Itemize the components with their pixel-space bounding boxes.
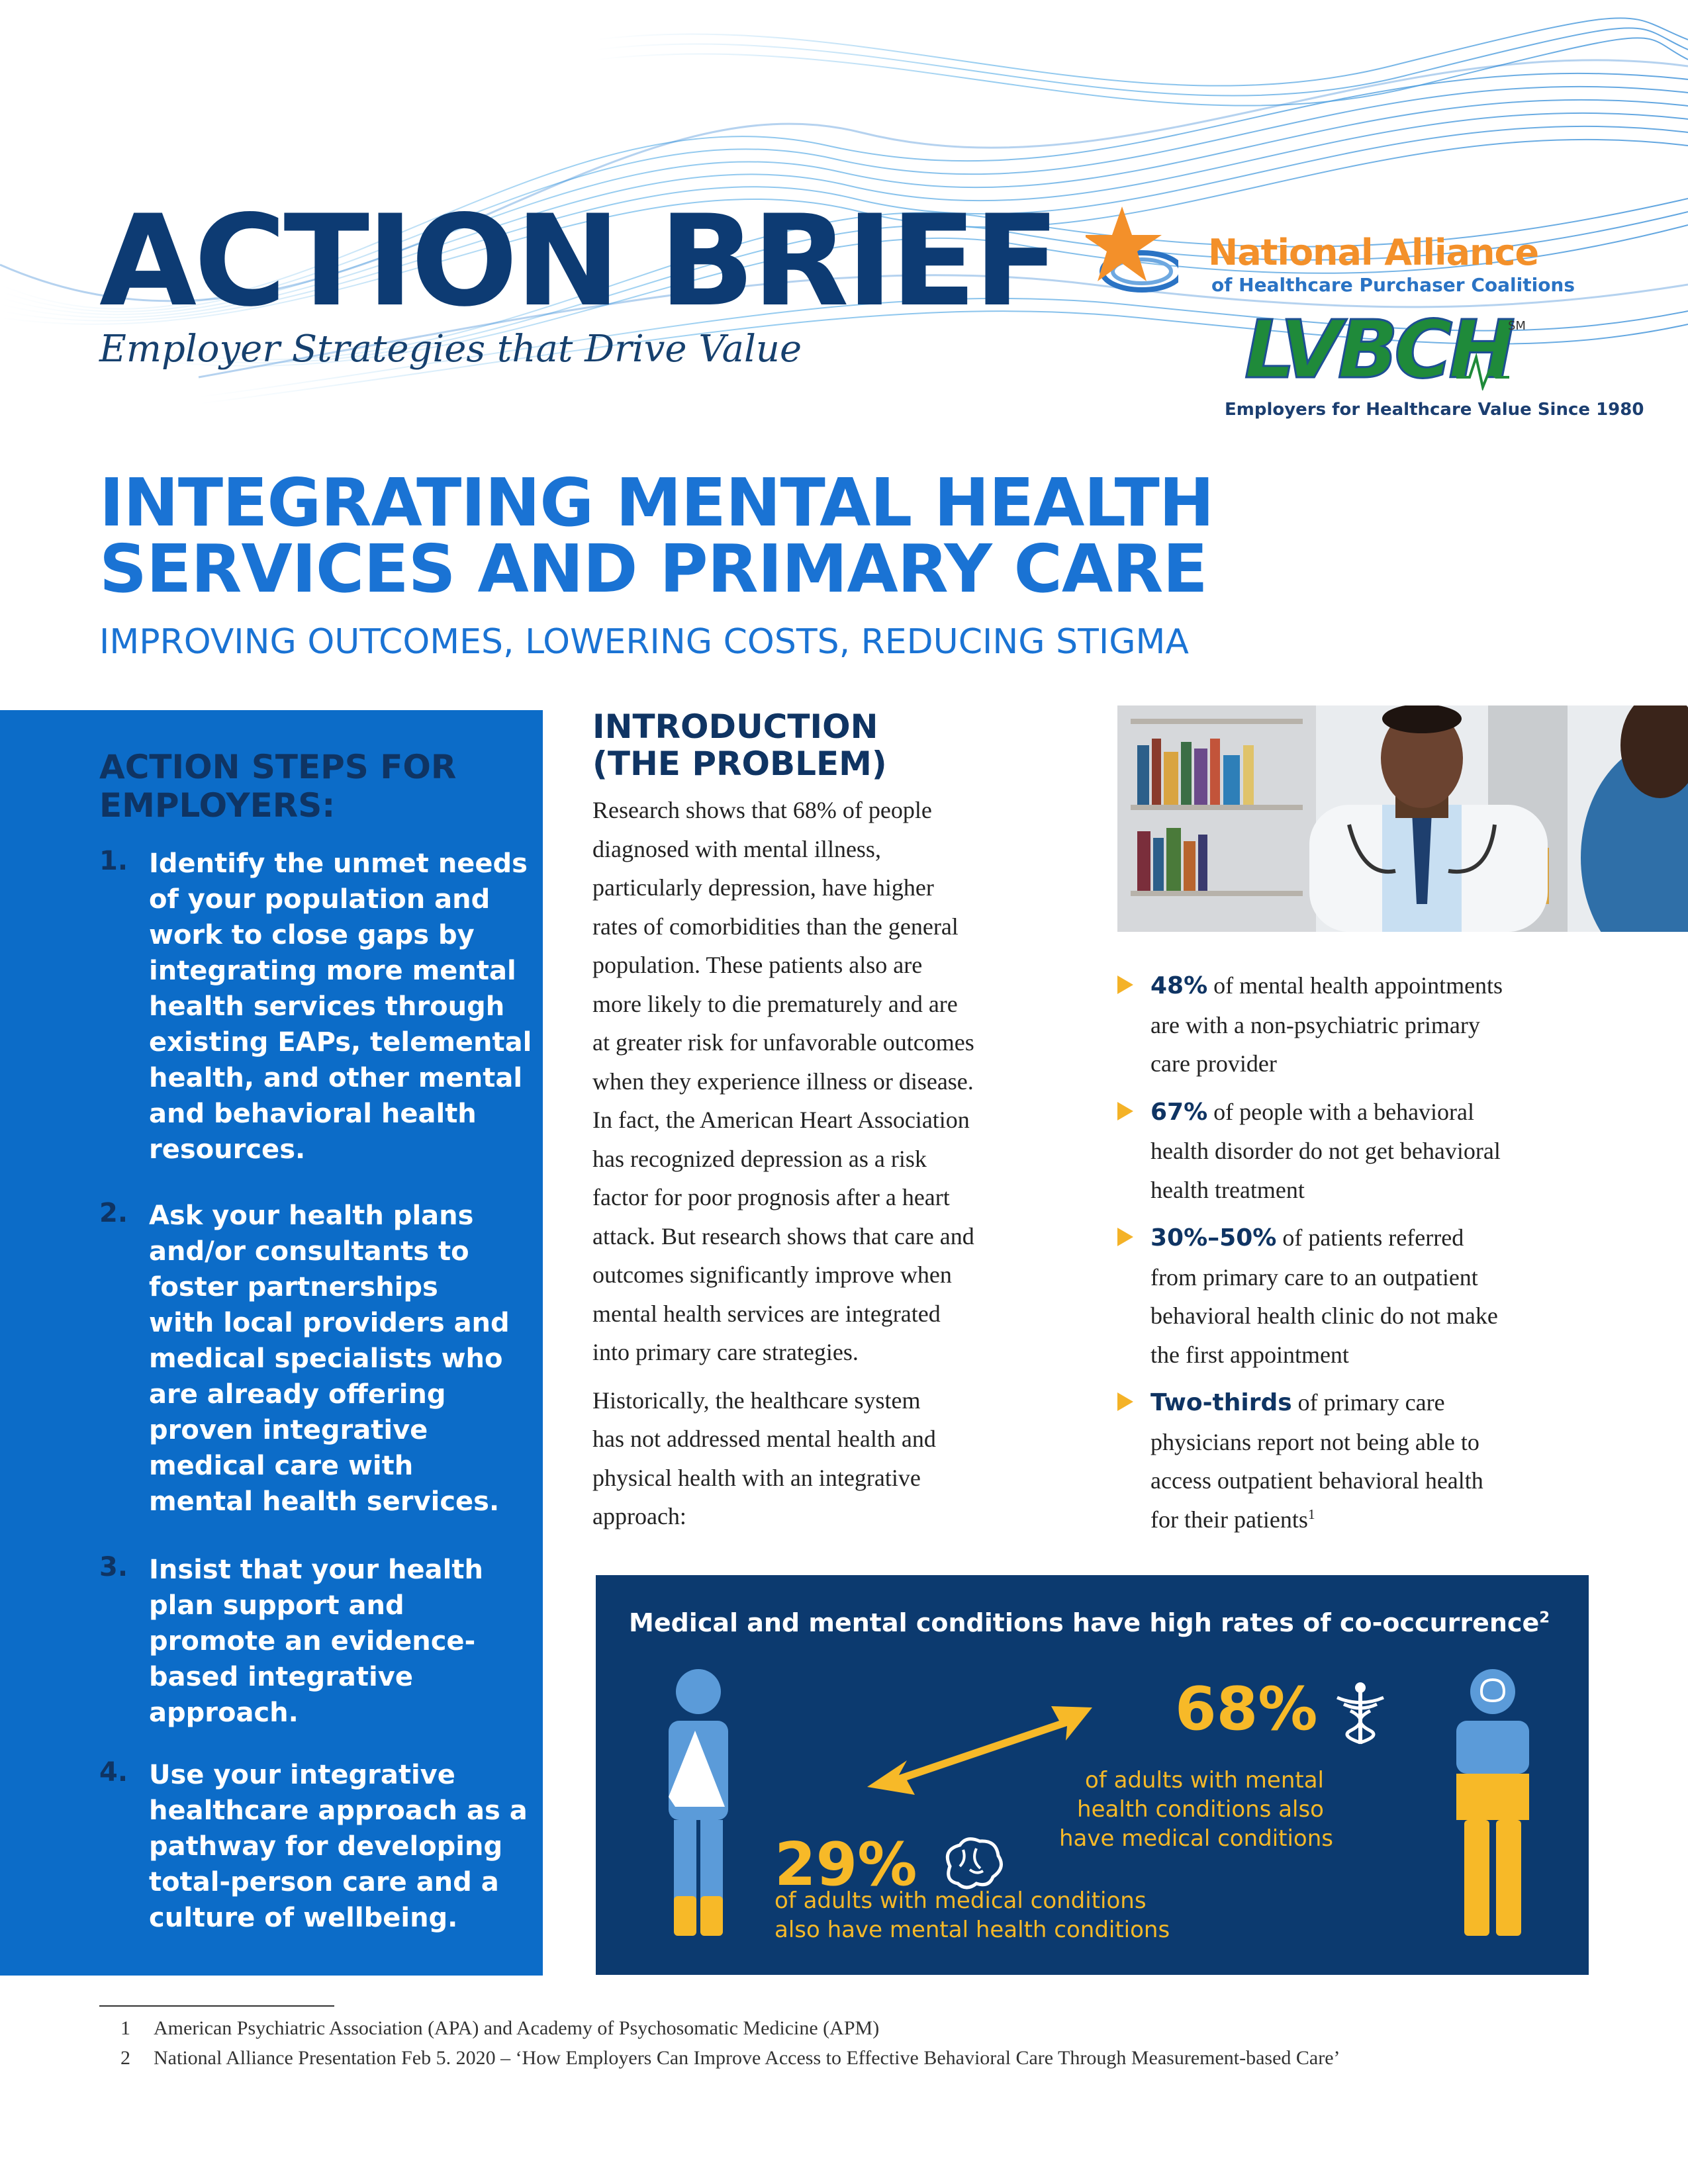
stat-bullets-list [1117, 966, 1581, 1548]
action-step-text-line: mental health services. [149, 1486, 500, 1517]
introduction-paragraph-1-line: rates of comorbidities than the general [592, 913, 959, 940]
bullet-arrow-icon [1117, 1102, 1133, 1120]
introduction-paragraph-2-line: physical health with an integrative [592, 1464, 921, 1491]
action-step-text-line: Identify the unmet needs [149, 848, 528, 879]
stat-highlight: Two-thirds [1150, 1389, 1292, 1416]
action-step-text-line: health services through [149, 991, 505, 1022]
introduction-paragraph-1-line: into primary care strategies. [592, 1339, 859, 1365]
bullet-arrow-icon [1117, 976, 1133, 994]
introduction-paragraph-1-line: In fact, the American Heart Association [592, 1107, 970, 1133]
action-step-text-line: health, and other mental [149, 1063, 523, 1093]
introduction-paragraph-2-line: Historically, the healthcare system [592, 1387, 921, 1414]
action-step-text-line: foster partnerships [149, 1272, 438, 1302]
action-step-text [149, 846, 533, 1167]
bullet-arrow-icon [1117, 1228, 1133, 1246]
action-step-number: 1. [99, 846, 128, 876]
stat-bullet-line: access outpatient behavioral health [1150, 1467, 1483, 1494]
action-step-text-line: approach. [149, 1698, 299, 1728]
stat-bullet-line: the first appointment [1150, 1341, 1349, 1368]
action-steps-heading-line-2: EMPLOYERS: [99, 786, 336, 825]
doctor-photo [1117, 705, 1688, 932]
action-step-text-line: plan support and [149, 1590, 404, 1621]
stat-bullet [1117, 1383, 1581, 1539]
stat-highlight: 67% [1150, 1098, 1208, 1126]
stat-bullet [1117, 966, 1581, 1083]
action-step-text-line: existing EAPs, telemental [149, 1027, 532, 1058]
action-steps-heading [99, 748, 456, 825]
introduction-paragraph-2-line: approach: [592, 1503, 686, 1529]
headline-line-1: INTEGRATING MENTAL HEALTH [99, 464, 1214, 541]
national-alliance-star-icon [1086, 205, 1178, 298]
stat-29-description [774, 1886, 1170, 1944]
stat-68-description-line: health conditions also [1077, 1796, 1324, 1823]
action-step-text-line: Insist that your health [149, 1555, 483, 1585]
stat-29-description-line: also have mental health conditions [774, 1917, 1170, 1943]
headline-subhead: IMPROVING OUTCOMES, LOWERING COSTS, REDUCING STIGMA [99, 622, 1189, 662]
action-step-text [149, 1198, 533, 1520]
action-step-text-line: total-person care and a [149, 1867, 499, 1897]
introduction-paragraph-1-line: Research shows that 68% of people [592, 797, 932, 823]
action-step-text-line: and behavioral health [149, 1099, 477, 1129]
infographic-title-text: Medical and mental conditions have high rates of co-occurrence [629, 1608, 1540, 1637]
lvbch-tagline: Employers for Healthcare Value Since 1980 [1225, 400, 1644, 420]
action-step-number: 4. [99, 1757, 128, 1788]
bullet-arrow-icon [1117, 1392, 1133, 1411]
national-alliance-logo-subtitle: of Healthcare Purchaser Coalitions [1211, 274, 1575, 296]
introduction-paragraph-1-line: at greater risk for unfavorable outcomes [592, 1029, 974, 1056]
co-occurrence-infographic [596, 1575, 1589, 1975]
stat-29-description-line: of adults with medical conditions [774, 1888, 1147, 1914]
stat-bullet-line: from primary care to an outpatient [1150, 1263, 1478, 1291]
stat-bullet-line: health disorder do not get behavioral [1150, 1138, 1501, 1164]
introduction-paragraph-1-line: factor for poor prognosis after a heart [592, 1184, 950, 1210]
action-step-text [149, 1552, 533, 1731]
person-with-brain-icon [1450, 1668, 1536, 1939]
infographic-title-footnote-ref: 2 [1539, 1609, 1550, 1627]
action-step-text-line: proven integrative [149, 1415, 428, 1445]
introduction-paragraph-2-line: has not addressed mental health and [592, 1426, 936, 1452]
headline [99, 464, 1214, 608]
action-steps-heading-line-1: ACTION STEPS FOR [99, 748, 457, 786]
action-step-text-line: Ask your health plans [149, 1201, 474, 1231]
stat-bullet [1117, 1093, 1581, 1210]
stat-bullet-line: behavioral health clinic do not make [1150, 1302, 1498, 1329]
brief-subtitle: Employer Strategies that Drive Value [99, 328, 802, 371]
introduction-heading-line-1: INTRODUCTION [592, 707, 878, 746]
brain-icon [940, 1837, 1003, 1893]
introduction-paragraph-1-line: population. These patients also are [592, 952, 923, 978]
introduction-paragraph-1-line: outcomes significantly improve when [592, 1261, 952, 1288]
introduction-paragraph-1-line: more likely to die prematurely and are [592, 990, 958, 1017]
stat-68-description [1059, 1766, 1333, 1853]
stat-bullet-line: are with a non-psychiatric primary [1150, 1011, 1480, 1038]
introduction-paragraph-1-line: diagnosed with mental illness, [592, 835, 881, 862]
double-arrow-icon [867, 1694, 1092, 1800]
action-step-text-line: and/or consultants to [149, 1236, 469, 1267]
heartbeat-icon [1456, 351, 1509, 390]
action-step-text-line: medical specialists who [149, 1343, 503, 1374]
stat-bullet-line: health treatment [1150, 1176, 1305, 1203]
action-step-text-line: of your population and [149, 884, 491, 915]
person-with-arm-sling-icon [662, 1668, 735, 1939]
action-step-number: 2. [99, 1198, 128, 1228]
action-step-text-line: promote an evidence- [149, 1626, 476, 1657]
stat-highlight: 48% [1150, 972, 1208, 999]
introduction-body [592, 791, 1069, 1545]
stat-bullet-line: 48% of mental health appointments [1150, 972, 1503, 999]
introduction-heading-line-2: (THE PROBLEM) [592, 745, 887, 783]
action-step-number: 3. [99, 1552, 128, 1582]
introduction-heading [592, 708, 887, 782]
action-step-text-line: Use your integrative [149, 1760, 455, 1790]
action-step-text-line: are already offering [149, 1379, 446, 1410]
stat-bullet-line: care provider [1150, 1050, 1277, 1077]
action-step-text-line: work to close gaps by [149, 920, 475, 950]
introduction-paragraph-1 [592, 791, 1069, 1372]
lvbch-logo: LVBCH [1244, 304, 1511, 396]
action-step-text-line: with local providers and [149, 1308, 510, 1338]
action-step-text-line: medical care with [149, 1451, 414, 1481]
footnote-ref: 1 [1307, 1506, 1315, 1522]
national-alliance-logo-name: National Alliance [1208, 232, 1539, 273]
stat-29-percent: 29% [774, 1830, 917, 1899]
medical-caduceus-icon [1331, 1681, 1390, 1747]
brief-title: ACTION BRIEF [99, 188, 1057, 334]
introduction-paragraph-1-line: has recognized depression as a risk [592, 1145, 927, 1172]
footnote-text: National Alliance Presentation Feb 5. 2020 – ‘How Employers Can Improve Access to Effective Behavioral Care Through Measurement-based Care’ [154, 2047, 1340, 2069]
stat-bullet-line: 67% of people with a behavioral [1150, 1098, 1475, 1126]
stat-bullet-line: physicians report not being able to [1150, 1428, 1479, 1455]
introduction-paragraph-1-line: mental health services are integrated [592, 1300, 941, 1327]
action-step-text [149, 1757, 533, 1936]
introduction-paragraph-1-line: when they experience illness or disease. [592, 1068, 974, 1095]
lvbch-service-mark: SM [1508, 319, 1526, 333]
action-step-text-line: resources. [149, 1134, 306, 1165]
action-step-text-line: culture of wellbeing. [149, 1903, 458, 1933]
action-step-text-line: based integrative [149, 1662, 413, 1692]
infographic-title [629, 1608, 1550, 1637]
action-step-text-line: integrating more mental [149, 956, 516, 986]
footnote-text: American Psychiatric Association (APA) and Academy of Psychosomatic Medicine (APM) [154, 2017, 880, 2039]
stat-bullet-line: for their patients$^1$ [1150, 1506, 1315, 1533]
stat-68-description-line: have medical conditions [1059, 1825, 1333, 1852]
stat-bullet-line: 30%–50% of patients referred [1150, 1224, 1464, 1251]
headline-line-2: SERVICES AND PRIMARY CARE [99, 530, 1207, 608]
action-step-text-line: healthcare approach as a [149, 1796, 528, 1826]
introduction-paragraph-2 [592, 1381, 1069, 1536]
stat-highlight: 30%–50% [1150, 1224, 1277, 1251]
footnote-rule [99, 2005, 334, 2007]
footnote-number: 2 [120, 2047, 130, 2069]
stat-68-description-line: of adults with mental [1085, 1767, 1324, 1794]
introduction-paragraph-1-line: particularly depression, have higher [592, 874, 934, 901]
footnote-number: 1 [120, 2017, 130, 2039]
stat-68-percent: 68% [1175, 1674, 1318, 1744]
stat-bullet [1117, 1218, 1581, 1374]
introduction-paragraph-1-line: attack. But research shows that care and [592, 1222, 974, 1250]
stat-bullet-line: Two-thirds of primary care [1150, 1389, 1445, 1416]
action-step-text-line: pathway for developing [149, 1831, 503, 1862]
